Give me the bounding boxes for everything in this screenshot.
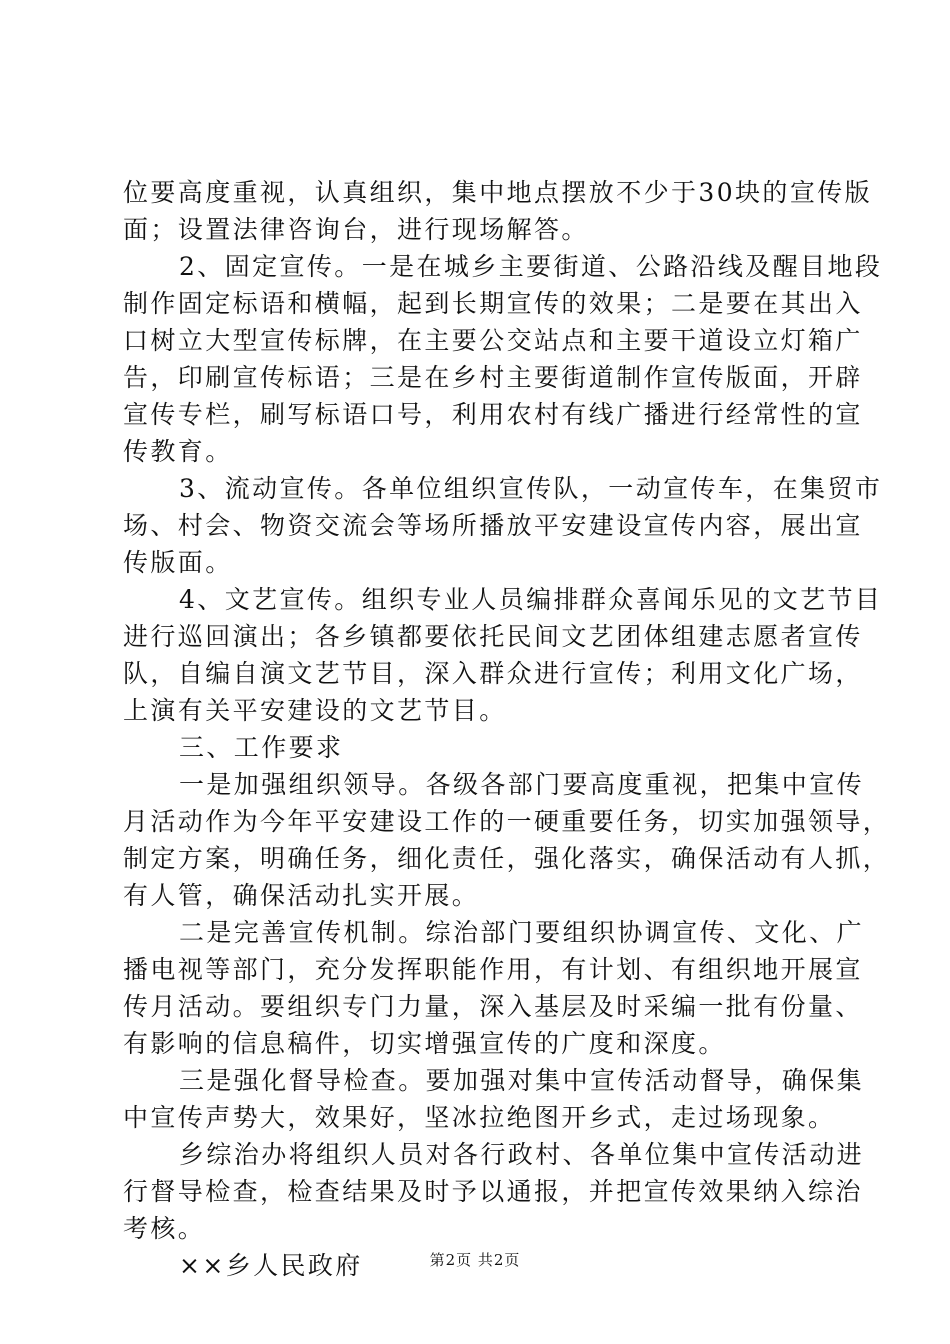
text-line: 一是加强组织领导。各级各部门要高度重视，把集中宣传	[179, 770, 865, 799]
text-line: 面；设置法律咨询台，进行现场解答。	[123, 215, 589, 244]
text-line: 场、村会、物资交流会等场所播放平安建设宣传内容，展出宣	[123, 511, 863, 540]
text-line: 考核。	[123, 1214, 206, 1243]
text-line: 2、固定宣传。一是在城乡主要街道、公路沿线及醒目地段	[179, 252, 883, 281]
text-line: 3、流动宣传。各单位组织宣传队，一动宣传车，在集贸市	[179, 474, 883, 503]
text-line: 有影响的信息稿件，切实增强宣传的广度和深度。	[123, 1029, 726, 1058]
text-line: 告，印刷宣传标语；三是在乡村主要街道制作宣传版面，开辟	[123, 363, 863, 392]
text-line: 三是强化督导检查。要加强对集中宣传活动督导，确保集	[179, 1066, 865, 1095]
text-line: 传教育。	[123, 437, 233, 466]
text-line: 队，自编自演文艺节目，深入群众进行宣传；利用文化广场，	[123, 659, 863, 688]
text-line: 制作固定标语和横幅，起到长期宣传的效果；二是要在其出入	[123, 289, 863, 318]
text-line: 制定方案，明确任务，细化责任，强化落实，确保活动有人抓，	[123, 844, 891, 873]
text-line: 上演有关平安建设的文艺节目。	[123, 696, 507, 725]
text-line: 传版面。	[123, 548, 233, 577]
text-line: 宣传专栏，刷写标语口号，利用农村有线广播进行经常性的宣	[123, 400, 863, 429]
text-line: ××乡人民政府	[179, 1251, 363, 1280]
text-line: 行督导检查，检查结果及时予以通报，并把宣传效果纳入综治	[123, 1177, 863, 1206]
text-line: 传月活动。要组织专门力量，深入基层及时采编一批有份量、	[123, 992, 863, 1021]
text-line: 中宣传声势大，效果好，坚冰拉绝图开乡式，走过场现象。	[123, 1103, 836, 1132]
text-line: 月活动作为今年平安建设工作的一硬重要任务，切实加强领导，	[123, 807, 891, 836]
text-line: 4、文艺宣传。组织专业人员编排群众喜闻乐见的文艺节目	[179, 585, 883, 614]
text-line: 口树立大型宣传标牌，在主要公交站点和主要干道设立灯箱广	[123, 326, 863, 355]
text-line: 播电视等部门，充分发挥职能作用，有计划、有组织地开展宣	[123, 955, 863, 984]
text-line: 进行巡回演出；各乡镇都要依托民间文艺团体组建志愿者宣传	[123, 622, 863, 651]
text-line: 三、工作要求	[179, 733, 344, 762]
text-line: 乡综治办将组织人员对各行政村、各单位集中宣传活动进	[179, 1140, 865, 1169]
text-line: 位要高度重视，认真组织，集中地点摆放不少于30块的宣传版	[123, 178, 873, 207]
text-line: 有人管，确保活动扎实开展。	[123, 881, 480, 910]
document-body	[123, 174, 891, 1284]
text-line: 二是完善宣传机制。综治部门要组织协调宣传、文化、广	[179, 918, 865, 947]
page-number-footer: 第2页 共2页	[429, 1251, 521, 1269]
